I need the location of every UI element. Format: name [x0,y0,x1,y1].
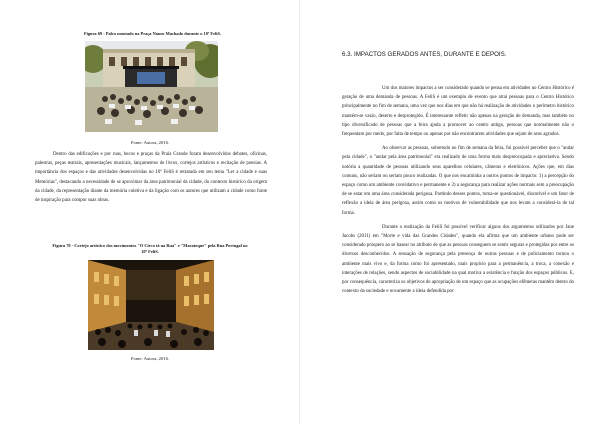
figure-70-source: Fonte: Autora, 2016. [130,356,170,361]
figure-69-photo [85,41,218,132]
left-body-paragraph [35,150,267,205]
figure-69-source: Fonte: Autora, 2016. [130,140,170,145]
paragraph-2: Ao observar as pessoas, sobretudo no fim de semana da feira, foi possível perceber que o "andar pela cidade", o "andar pela área patrimonial" era realizado de uma forma mais despreocupada e apreciativa. Sendo notória a quantidade de pessoas utilizando seus aparelhos celulares, câmeras e eletrônicos. Ações que, em dias comuns, não seriam ou seriam pouco realizadas. O que nos encaminha a outros pontos de impacto: 1) a percepção do espaço como um ambiente convidativo e permanente e 2) a segurança para realizar ações normais sem a preocupação de se estar em uma área considerada perigosa. Partindo desses pontos, torna-se questionável, discutível e um fator de reflexão a ideia de área perigosa, assim como os motivos de vulnerabilidade que nos levam a considerá-la de tal forma. [342,146,574,216]
stage-square-image [85,41,218,132]
paragraph-3: Durante a realização da FeliS foi possível verificar alguns dos argumentos utilizados por Jane Jacobs (2011) em "Morte e vida das Grandes Cidades", quando ela afirma que um ambiente urbano pode ser considerado próspero ao se basear no atributo de que as pessoas conseguem se sentir seguras e protegidas por entre os diversos desconhecidos. A sensação de segurança pela presença de outras pessoas e de policiamento tornou o ambiente mais vivo e, da forma como foi apresentado, mais propício para a permanência, a troca, a conexão e interações de relações, sendo aspectos de sociabilidade na qual motiva a existência e função dos espaços públicos. E, por consequência, caracteriza os objetivos de apropriação de um espaço que as ocupações efêmeras mantêm dentro do contexto da sociedade e novamente a ideia defendida por [342,224,574,295]
figure-69-caption: Figura 69 - Palco montado na Praça Nauro Machado durante o 10º FeliS. [83,31,222,36]
right-page [300,0,600,424]
section-heading: 6.3. IMPACTOS GERADOS ANTES, DURANTE E DEPOIS. [342,51,507,58]
right-body-text [342,84,574,296]
figure-70-photo [88,260,214,350]
street-procession-image [88,260,214,350]
paragraph-1: Um dos maiores impactos a ser considerado quando se pensa em atividades no Centro Histórico é geração de uma demanda de pessoas. A FeliS é um exemplo de evento que atrai pessoas para o Centro Histórico principalmente no fim de semana, uma vez que nos dias em que não há realização de atividades o perímetro histórico mantém-se vazio, deserto e desprotegido. É interessante refletir não apenas na geração de demanda, mas também no tipo diversificado de pessoas que a feira ajuda a promover ao centro antigo, pessoas que normalmente não o frequentam por medo, por falta de tempo ou apenas por não encontrarem atividades que sejam de seus agrados. [342,86,574,138]
paragraph: Dentro das edificações e por ruas, becos e praças da Praia Grande foram desenvolvidos debates, oficinas, palestras, peças teatrais, apresentações musicais, lançamentos de livros, cortejos artísticos e recitação de poesias. A importância dos espaços e das atividades desenvolvidas no 10º FeliS é retratada em seu tema "Ler a cidade e suas Memórias", destacando a necessidade de se aproximar da área patrimonial da cidade, do contexto histórico da origem da cidade, da representação diante da memória coletiva e da ligação com os autores que utilizam a cidade como fonte de inspiração para compor suas obras. [35,152,267,204]
figure-70-caption: Figura 70 - Cortejo artístico dos movimentos "O Circo tá na Rua" e "Maratoque" pela Rua Portugal no 10º FeliS. [52,243,248,254]
